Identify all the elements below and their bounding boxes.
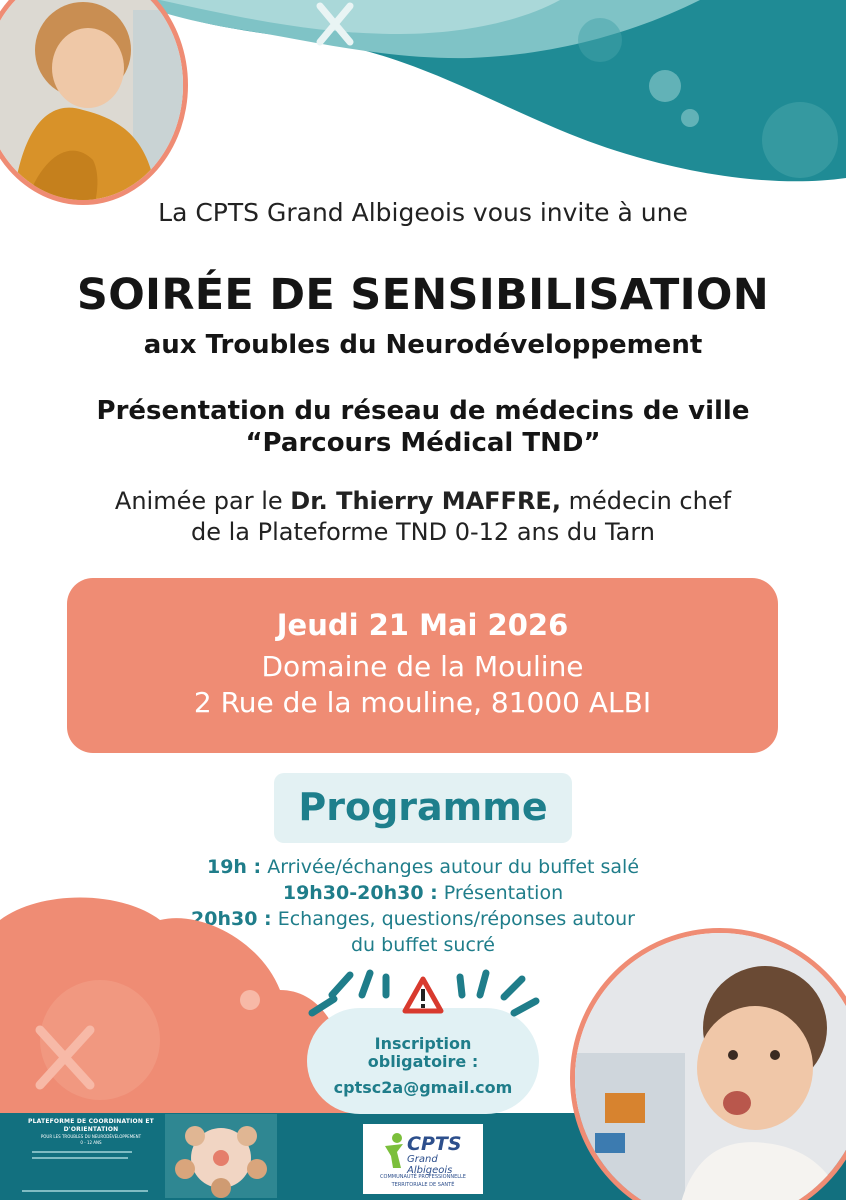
attention-rays — [300, 965, 550, 1025]
event-place: Domaine de la Mouline — [261, 650, 584, 683]
programme-text: Présentation — [437, 882, 564, 904]
pco-subtitle: POUR LES TROUBLES DU NEURODÉVELOPPEMENT — [40, 1134, 142, 1139]
event-date: Jeudi 21 Mai 2026 — [276, 608, 569, 642]
pco-decorative-lines — [22, 1149, 160, 1167]
inscription-email[interactable]: cptsc2a@gmail.com — [333, 1078, 513, 1097]
cpts-figure-icon — [381, 1132, 407, 1170]
inscription-required: obligatoire : — [367, 1052, 479, 1071]
programme-text: Echanges, questions/réponses autour — [271, 908, 635, 930]
cpts-tagline-2: TERRITORIALE DE SANTÉ — [391, 1182, 455, 1188]
pco-contact-line — [22, 1188, 152, 1194]
cpts-logo — [363, 1124, 483, 1194]
speaker-prefix: Animée par le — [114, 487, 291, 515]
event-details-box — [67, 578, 778, 753]
programme-time: 19h30-20h30 : — [282, 882, 438, 904]
speaker-line-1 — [0, 487, 846, 515]
event-subtitle: aux Troubles du Neurodéveloppement — [143, 330, 703, 360]
programme-title: Programme — [298, 785, 548, 829]
programme-heading-box — [274, 773, 572, 843]
warning-icon — [405, 979, 441, 1011]
speaker-suffix: médecin chef — [560, 487, 732, 515]
pco-title: PLATEFORME DE COORDINATION ET D'ORIENTATION — [28, 1118, 154, 1133]
pco-logo-block — [22, 1118, 160, 1196]
programme-time: 20h30 : — [191, 908, 272, 930]
event-title: SOIRÉE DE SENSIBILISATION — [76, 270, 770, 320]
event-address: 2 Rue de la mouline, 81000 ALBI — [193, 686, 652, 719]
programme-time: 19h : — [206, 856, 262, 878]
intro-text: La CPTS Grand Albigeois vous invite à une — [158, 198, 688, 227]
speaker-name: Dr. Thierry MAFFRE, — [290, 487, 561, 515]
presentation-line-1: Présentation du réseau de médecins de ville — [96, 396, 750, 426]
cpts-tagline-1: COMMUNAUTÉ PROFESSIONNELLE — [380, 1174, 466, 1180]
programme-text: Arrivée/échanges autour du buffet salé — [261, 856, 640, 878]
inscription-label: Inscription — [374, 1034, 472, 1053]
presentation-line-2: “Parcours Médical TND” — [245, 428, 601, 458]
programme-text: du buffet sucré — [351, 934, 495, 956]
group-photo — [165, 1114, 277, 1198]
programme-item — [0, 856, 846, 878]
cpts-name: CPTS — [407, 1133, 462, 1155]
speaker-line-2: de la Plateforme TND 0-12 ans du Tarn — [190, 518, 655, 546]
pco-age: 0 - 12 ANS — [80, 1140, 102, 1145]
cpts-subname: Grand Albigeois — [407, 1154, 453, 1176]
